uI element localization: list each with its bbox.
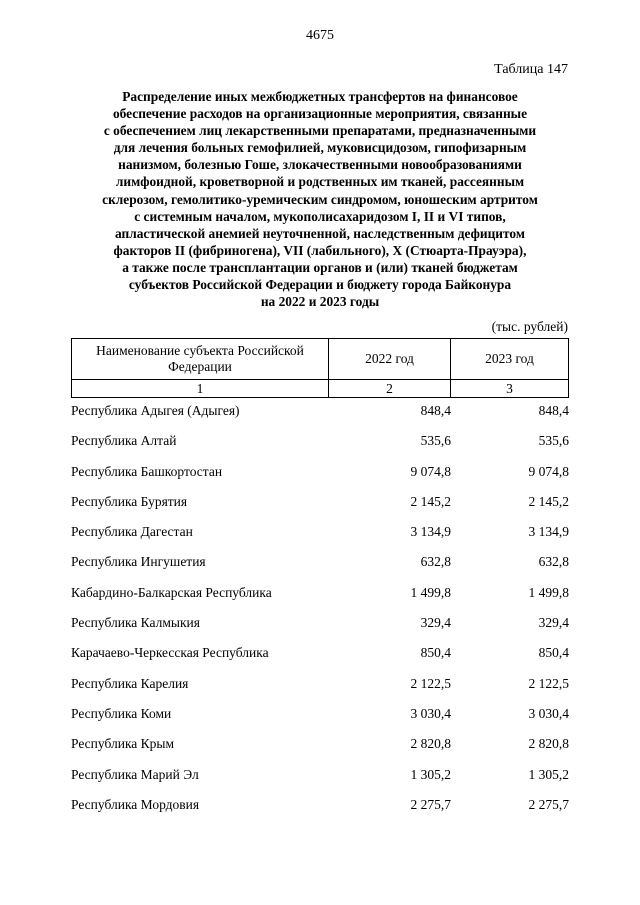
row-value-2023: 9 074,8 <box>528 463 569 479</box>
row-value-2023: 632,8 <box>538 554 569 570</box>
row-name: Республика Ингушетия <box>71 554 206 570</box>
header-num-3: 3 <box>451 380 569 398</box>
row-name: Республика Марий Эл <box>71 766 199 782</box>
table-row <box>71 796 569 826</box>
table-row <box>71 402 569 432</box>
header-name-line1: Наименование субъекта Российской <box>96 343 304 358</box>
title-line: обеспечение расходов на организационные мероприятия, связанные <box>112 106 528 122</box>
row-value-2023: 1 499,8 <box>528 584 569 600</box>
table-label: Таблица 147 <box>494 62 568 77</box>
page-number: 4675 <box>306 28 334 43</box>
row-value-2022: 3 134,9 <box>410 524 451 540</box>
row-value-2022: 2 275,7 <box>410 796 451 812</box>
row-value-2023: 1 305,2 <box>528 766 569 782</box>
table-row <box>71 432 569 462</box>
row-value-2023: 3 030,4 <box>528 705 569 721</box>
title-line: склерозом, гемолитико-уремическим синдромом, юношеским артритом <box>102 191 538 207</box>
row-value-2022: 2 122,5 <box>410 675 451 691</box>
title-line: нанизмом, болезнью Гоше, злокачественными новообразованиями <box>118 157 522 173</box>
row-value-2023: 2 122,5 <box>528 675 569 691</box>
row-value-2023: 848,4 <box>538 403 569 418</box>
title-line: субъектов Российской Федерации и бюджету города Байконура <box>128 277 512 293</box>
header-num-2: 2 <box>329 380 451 398</box>
row-value-2023: 2 275,7 <box>528 796 569 812</box>
row-value-2022: 850,4 <box>420 645 451 661</box>
row-name: Республика Дагестан <box>71 524 193 540</box>
title-line: апластической анемией неуточненной, наследственным дефицитом <box>114 225 525 241</box>
table-row <box>71 614 569 644</box>
table-row <box>71 584 569 614</box>
table-row <box>71 766 569 796</box>
header-num-1: 1 <box>72 380 329 398</box>
table-body <box>71 402 569 826</box>
table-row <box>71 493 569 523</box>
header-name-line2: Федерации <box>168 359 232 374</box>
row-value-2022: 2 820,8 <box>410 736 451 752</box>
title-line: лимфоидной, кроветворной и родственных им тканей, рассеянным <box>115 174 525 190</box>
table-row <box>71 463 569 493</box>
row-value-2022: 3 030,4 <box>410 705 451 721</box>
table-row <box>71 523 569 553</box>
document-title <box>70 88 570 310</box>
title-line: на 2022 и 2023 годы <box>260 294 380 310</box>
table-row <box>71 644 569 674</box>
row-value-2022: 1 499,8 <box>410 584 451 600</box>
title-line: для лечения больных гемофилией, муковисцидозом, гипофизарным <box>113 140 527 156</box>
title-line: факторов II (фибриногена), VII (лабильного), X (Стюарта-Прауэра), <box>113 242 527 258</box>
table-row <box>71 675 569 705</box>
row-value-2022: 329,4 <box>420 615 451 631</box>
row-value-2022: 1 305,2 <box>410 766 451 782</box>
title-line: а также после трансплантации органов и (или) тканей бюджетам <box>122 259 518 275</box>
row-value-2023: 2 820,8 <box>528 736 569 752</box>
row-name: Карачаево-Черкесская Республика <box>71 645 269 661</box>
table-header <box>71 338 569 398</box>
row-value-2023: 329,4 <box>538 615 569 631</box>
units-label: (тыс. рублей) <box>491 319 568 334</box>
row-value-2022: 632,8 <box>420 554 451 570</box>
row-value-2023: 2 145,2 <box>528 493 569 509</box>
row-name: Республика Коми <box>71 705 172 721</box>
row-value-2022: 9 074,8 <box>410 463 451 479</box>
row-name: Республика Калмыкия <box>71 615 200 631</box>
row-name: Республика Мордовия <box>71 796 200 812</box>
row-value-2022: 2 145,2 <box>410 493 451 509</box>
row-value-2023: 850,4 <box>538 645 569 661</box>
table-row <box>71 553 569 583</box>
header-cell-2022: 2022 год <box>329 339 451 380</box>
row-name: Республика Алтай <box>71 433 177 449</box>
title-line: с системным началом, мукополисахаридозом I, II и VI типов, <box>134 208 506 224</box>
row-value-2023: 3 134,9 <box>528 524 569 540</box>
table-row <box>71 735 569 765</box>
table-row <box>71 705 569 735</box>
row-name: Республика Карелия <box>71 675 189 691</box>
row-name: Республика Крым <box>71 736 175 752</box>
row-name: Кабардино-Балкарская Республика <box>71 584 272 600</box>
title-line: с обеспечением лиц лекарственными препаратами, предназначенными <box>103 123 537 139</box>
row-name: Республика Башкортостан <box>71 463 223 479</box>
header-cell-name <box>72 339 329 380</box>
row-value-2022: 848,4 <box>420 403 451 418</box>
header-cell-2023: 2023 год <box>451 339 569 380</box>
row-name: Республика Бурятия <box>71 493 188 509</box>
row-value-2023: 535,6 <box>538 433 569 449</box>
title-line: Распределение иных межбюджетных трансфертов на финансовое <box>122 89 518 104</box>
row-value-2022: 535,6 <box>420 433 451 449</box>
row-name: Республика Адыгея (Адыгея) <box>71 403 240 418</box>
